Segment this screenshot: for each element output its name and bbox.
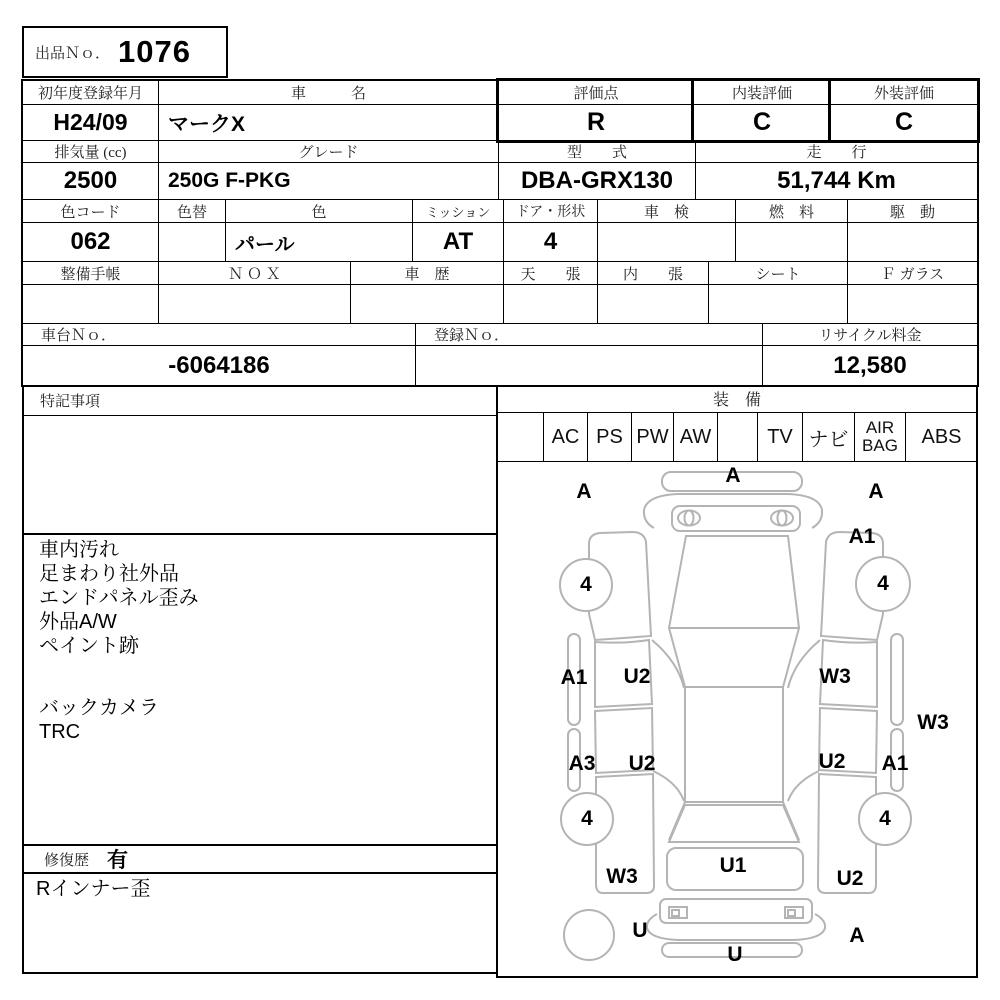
chassis-no-label: 車台Ｎｏ． bbox=[22, 323, 416, 346]
damage-marker-rear-left-fender: W3 bbox=[606, 865, 638, 888]
note-line: 外品A/W bbox=[39, 611, 117, 633]
mileage-label: 走 行 bbox=[695, 140, 978, 163]
doors-value: 4 bbox=[503, 222, 598, 262]
damage-marker-left-rear-door-edge: A3 bbox=[568, 752, 596, 775]
service-book-label: 整備手帳 bbox=[22, 261, 159, 285]
recycle-fee-value: 12,580 bbox=[762, 345, 978, 386]
damage-marker-front-right-corner: A bbox=[868, 480, 884, 503]
note-line: TRC bbox=[39, 721, 81, 743]
damage-marker-left-front-door: U2 bbox=[623, 665, 651, 688]
f-glass-value bbox=[847, 284, 978, 324]
repair-history-value: 有 bbox=[107, 849, 129, 872]
nox-label: Ｎ Ｏ Ｘ bbox=[158, 261, 351, 285]
transmission-label: ミッション bbox=[412, 199, 504, 223]
history-value bbox=[350, 284, 504, 324]
equipment-cell-blank-1 bbox=[497, 412, 544, 462]
nox-value bbox=[158, 284, 351, 324]
damage-marker-rear-left-tire: 4 bbox=[581, 807, 593, 830]
notes-header bbox=[22, 385, 498, 416]
history-label: 車 歴 bbox=[350, 261, 504, 285]
note-line: エンドパネル歪み bbox=[39, 587, 199, 609]
drive-value bbox=[847, 222, 978, 262]
equipment-cell-tv: TV bbox=[757, 412, 803, 462]
damage-marker-front-left-corner: A bbox=[576, 480, 592, 503]
notes-list-2 bbox=[39, 696, 159, 744]
damage-marker-right-rear-door-edge: A1 bbox=[881, 752, 909, 775]
equipment-cell-blank-2 bbox=[717, 412, 758, 462]
note-line: 足まわり社外品 bbox=[39, 563, 179, 585]
damage-marker-right-side-sill: W3 bbox=[917, 711, 949, 734]
damage-marker-rear-right-corner: A bbox=[849, 924, 865, 947]
damage-marker-rear-bumper-left: U bbox=[632, 919, 648, 942]
headliner-value bbox=[503, 284, 598, 324]
equipment-cell-pw: PW bbox=[631, 412, 674, 462]
grade-score-value: R bbox=[498, 104, 694, 141]
recycle-fee-label: リサイクル料金 bbox=[762, 323, 978, 346]
note-line: バックカメラ bbox=[39, 697, 159, 719]
repair-history-band bbox=[22, 844, 498, 874]
chassis-no-value: -6064186 bbox=[22, 345, 416, 386]
inspection-value bbox=[597, 222, 736, 262]
seat-label: シート bbox=[708, 261, 848, 285]
grade-value: 250G F-PKG bbox=[158, 162, 499, 200]
grade-score-label: 評価点 bbox=[498, 80, 694, 105]
equipment-cell-abs: ABS bbox=[905, 412, 978, 462]
damage-marker-front-right-tire: 4 bbox=[877, 572, 889, 595]
lot-number-value: 1076 bbox=[118, 34, 191, 69]
color-change-label: 色替 bbox=[158, 199, 226, 223]
first-reg-value: H24/09 bbox=[22, 104, 159, 141]
damage-marker-front-right-fender: A1 bbox=[848, 525, 876, 548]
color-code-value: 062 bbox=[22, 222, 159, 262]
notes-title: 特記事項 bbox=[40, 393, 101, 410]
displacement-label: 排気量 (cc) bbox=[22, 140, 159, 163]
damage-marker-right-rear-door: U2 bbox=[818, 750, 846, 773]
transmission-value: AT bbox=[412, 222, 504, 262]
model-code-label: 型 式 bbox=[498, 140, 696, 163]
damage-marker-rear-right-tire: 4 bbox=[879, 807, 891, 830]
interior-score-label: 内装評価 bbox=[693, 80, 831, 105]
reg-no-label: 登録Ｎｏ． bbox=[415, 323, 763, 346]
car-name-value: マークX bbox=[158, 104, 499, 141]
headliner-label: 天 張 bbox=[503, 261, 598, 285]
color-code-label: 色コード bbox=[22, 199, 159, 223]
exterior-score-value: C bbox=[830, 104, 978, 141]
service-book-value bbox=[22, 284, 159, 324]
color-change-value bbox=[158, 222, 226, 262]
damage-markers bbox=[497, 462, 978, 978]
displacement-value: 2500 bbox=[22, 162, 159, 200]
lot-number-box bbox=[22, 26, 228, 78]
reg-no-value bbox=[415, 345, 763, 386]
damage-marker-front-left-tire: 4 bbox=[580, 573, 592, 596]
equipment-header bbox=[496, 385, 978, 413]
drive-label: 駆 動 bbox=[847, 199, 978, 223]
mileage-value: 51,744 Km bbox=[695, 162, 978, 200]
equipment-cell-aw: AW bbox=[673, 412, 718, 462]
inspection-label: 車 検 bbox=[597, 199, 736, 223]
equipment-cell-ac: AC bbox=[543, 412, 588, 462]
lot-number-label: 出品Ｎｏ． bbox=[35, 45, 111, 62]
fuel-label: 燃 料 bbox=[735, 199, 848, 223]
fuel-value bbox=[735, 222, 848, 262]
damage-marker-right-front-door: W3 bbox=[819, 665, 851, 688]
exterior-score-label: 外装評価 bbox=[830, 80, 978, 105]
color-value: パール bbox=[225, 222, 413, 262]
equipment-cell-airbag: AIR BAG bbox=[854, 412, 906, 462]
grade-label: グレード bbox=[158, 140, 499, 163]
damage-marker-trunk: U1 bbox=[719, 854, 747, 877]
damage-marker-left-front-door-edge: A1 bbox=[560, 666, 588, 689]
interior-trim-label: 内 張 bbox=[597, 261, 709, 285]
repair-history-detail: Rインナー歪 bbox=[36, 878, 151, 900]
interior-trim-value bbox=[597, 284, 709, 324]
equipment-cell-navi: ナビ bbox=[802, 412, 855, 462]
first-reg-label: 初年度登録年月 bbox=[22, 80, 159, 105]
note-line: ペイント跡 bbox=[39, 635, 139, 657]
seat-value bbox=[708, 284, 848, 324]
damage-marker-rear-bumper-lower: U bbox=[727, 943, 743, 966]
damage-marker-front-bumper: A bbox=[725, 464, 741, 487]
model-code-value: DBA-GRX130 bbox=[498, 162, 696, 200]
equipment-cell-ps: PS bbox=[587, 412, 632, 462]
notes-list-1 bbox=[39, 538, 199, 658]
interior-score-value: C bbox=[693, 104, 831, 141]
damage-marker-rear-right-fender: U2 bbox=[836, 867, 864, 890]
equipment-title: 装 備 bbox=[712, 392, 761, 409]
color-label: 色 bbox=[225, 199, 413, 223]
damage-marker-left-rear-door: U2 bbox=[628, 752, 656, 775]
doors-label: ドア・形状 bbox=[503, 199, 598, 223]
repair-history-label: 修復歴 bbox=[44, 852, 90, 869]
car-name-label: 車 名 bbox=[158, 80, 499, 105]
note-line: 車内汚れ bbox=[39, 539, 119, 561]
f-glass-label: Ｆ ガラス bbox=[847, 261, 978, 285]
